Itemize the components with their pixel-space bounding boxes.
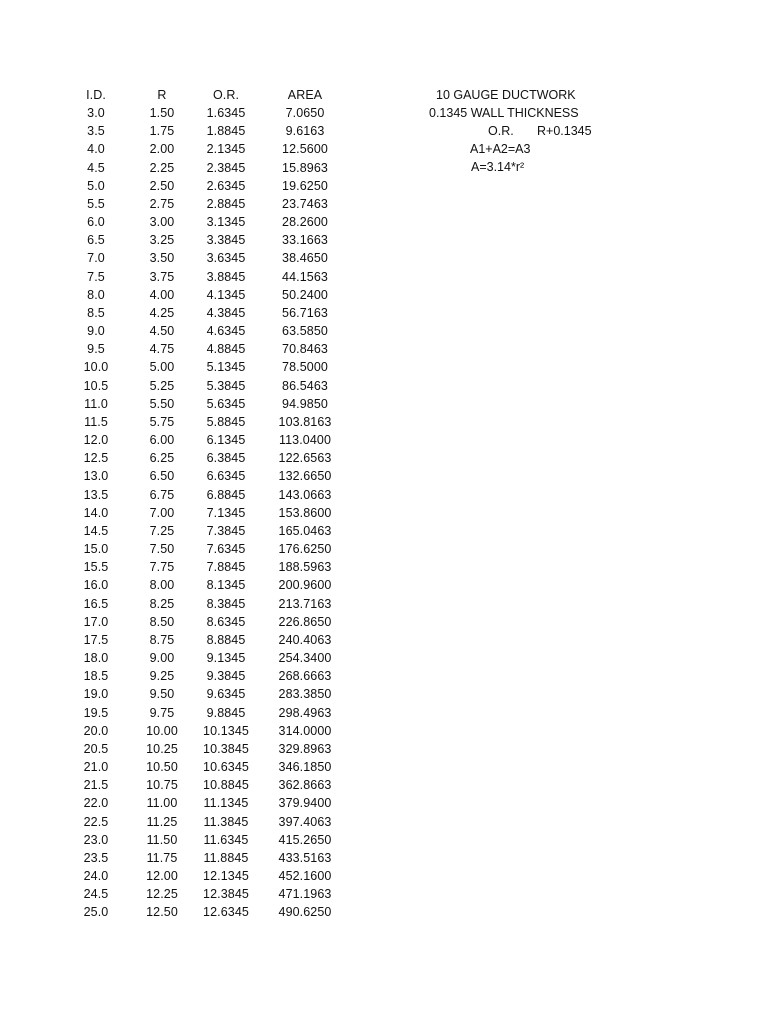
cell-or: 2.3845 <box>206 161 246 175</box>
cell-or: 7.1345 <box>206 506 246 520</box>
cell-r: 4.00 <box>149 288 175 302</box>
cell-or: 4.8845 <box>206 342 246 356</box>
cell-or: 2.8845 <box>206 197 246 211</box>
cell-or: 11.6345 <box>203 833 249 847</box>
cell-area: 176.6250 <box>278 542 332 556</box>
cell-or: 3.6345 <box>206 251 246 265</box>
cell-area: 329.8963 <box>278 742 332 756</box>
cell-r: 9.25 <box>149 669 175 683</box>
cell-area: 122.6563 <box>278 451 332 465</box>
cell-id: 7.0 <box>87 251 105 265</box>
header-r: R <box>157 88 167 102</box>
cell-area: 298.4963 <box>278 706 332 720</box>
cell-r: 2.50 <box>149 179 175 193</box>
cell-or: 5.8845 <box>206 415 246 429</box>
cell-or: 8.8845 <box>206 633 246 647</box>
cell-r: 3.50 <box>149 251 175 265</box>
cell-r: 10.75 <box>146 778 178 792</box>
cell-id: 19.5 <box>83 706 109 720</box>
cell-id: 17.5 <box>83 633 109 647</box>
cell-id: 23.0 <box>83 833 109 847</box>
cell-or: 9.3845 <box>206 669 246 683</box>
cell-or: 2.6345 <box>206 179 246 193</box>
cell-area: 283.3850 <box>278 687 332 701</box>
cell-r: 11.00 <box>146 796 178 810</box>
cell-r: 2.00 <box>149 142 175 156</box>
cell-id: 15.5 <box>83 560 109 574</box>
cell-id: 23.5 <box>83 851 109 865</box>
cell-or: 4.6345 <box>206 324 246 338</box>
cell-r: 11.25 <box>146 815 178 829</box>
cell-id: 24.5 <box>83 887 109 901</box>
cell-area: 200.9600 <box>278 578 332 592</box>
cell-r: 5.25 <box>149 379 175 393</box>
cell-area: 94.9850 <box>282 397 328 411</box>
cell-id: 12.5 <box>83 451 109 465</box>
cell-area: 113.0400 <box>278 433 331 447</box>
cell-area: 50.2400 <box>282 288 328 302</box>
cell-r: 9.50 <box>149 687 175 701</box>
cell-area: 379.9400 <box>278 796 332 810</box>
cell-area: 63.5850 <box>282 324 328 338</box>
cell-area: 153.8600 <box>278 506 332 520</box>
cell-r: 5.50 <box>149 397 175 411</box>
cell-r: 7.00 <box>149 506 175 520</box>
header-or: O.R. <box>212 88 240 102</box>
cell-id: 17.0 <box>83 615 109 629</box>
cell-area: 226.8650 <box>278 615 332 629</box>
cell-or: 12.3845 <box>203 887 249 901</box>
cell-id: 22.5 <box>83 815 109 829</box>
cell-area: 415.2650 <box>278 833 332 847</box>
cell-or: 4.1345 <box>206 288 246 302</box>
cell-id: 5.5 <box>87 197 105 211</box>
cell-r: 6.25 <box>149 451 175 465</box>
cell-area: 490.6250 <box>278 905 332 919</box>
cell-id: 11.0 <box>84 397 108 411</box>
cell-area: 38.4650 <box>282 251 328 265</box>
cell-area: 346.1850 <box>278 760 332 774</box>
cell-area: 240.4063 <box>278 633 332 647</box>
cell-id: 24.0 <box>83 869 109 883</box>
cell-area: 56.7163 <box>282 306 328 320</box>
header-area: AREA <box>287 88 323 102</box>
cell-or: 5.1345 <box>206 360 246 374</box>
cell-id: 14.5 <box>83 524 109 538</box>
notes-wall-thickness: 0.1345 WALL THICKNESS <box>429 106 579 120</box>
cell-r: 6.00 <box>149 433 175 447</box>
cell-or: 11.1345 <box>203 796 249 810</box>
cell-or: 12.1345 <box>203 869 249 883</box>
cell-r: 1.50 <box>149 106 175 120</box>
cell-or: 10.3845 <box>203 742 249 756</box>
cell-area: 28.2600 <box>282 215 328 229</box>
cell-area: 213.7163 <box>278 597 332 611</box>
cell-area: 397.4063 <box>278 815 332 829</box>
cell-or: 10.6345 <box>203 760 249 774</box>
cell-r: 11.50 <box>146 833 178 847</box>
cell-id: 4.5 <box>87 161 105 175</box>
cell-r: 11.75 <box>146 851 178 865</box>
cell-area: 7.0650 <box>285 106 325 120</box>
cell-or: 11.3845 <box>203 815 249 829</box>
cell-id: 4.0 <box>87 142 105 156</box>
cell-or: 9.1345 <box>206 651 246 665</box>
cell-r: 3.75 <box>149 270 175 284</box>
cell-id: 12.0 <box>83 433 109 447</box>
cell-r: 4.75 <box>149 342 175 356</box>
cell-or: 8.3845 <box>206 597 246 611</box>
cell-area: 70.8463 <box>282 342 328 356</box>
notes-area-formula: A=3.14*r² <box>471 160 525 174</box>
cell-r: 2.25 <box>149 161 175 175</box>
cell-id: 14.0 <box>83 506 109 520</box>
cell-area: 12.5600 <box>282 142 328 156</box>
cell-area: 33.1663 <box>282 233 328 247</box>
cell-r: 7.75 <box>149 560 175 574</box>
cell-id: 10.5 <box>83 379 109 393</box>
cell-r: 1.75 <box>149 124 175 138</box>
cell-r: 10.50 <box>146 760 178 774</box>
cell-id: 25.0 <box>83 905 109 919</box>
cell-area: 19.6250 <box>282 179 328 193</box>
cell-r: 4.50 <box>149 324 175 338</box>
cell-or: 3.3845 <box>206 233 246 247</box>
cell-r: 6.75 <box>149 488 175 502</box>
cell-r: 7.50 <box>149 542 175 556</box>
cell-r: 3.00 <box>149 215 175 229</box>
cell-area: 44.1563 <box>282 270 328 284</box>
cell-id: 11.5 <box>84 415 108 429</box>
cell-id: 5.0 <box>87 179 105 193</box>
cell-r: 8.50 <box>149 615 175 629</box>
cell-or: 7.6345 <box>206 542 246 556</box>
cell-id: 18.5 <box>83 669 109 683</box>
cell-id: 16.0 <box>83 578 109 592</box>
cell-area: 254.3400 <box>278 651 332 665</box>
cell-id: 20.0 <box>83 724 109 738</box>
cell-or: 4.3845 <box>206 306 246 320</box>
cell-area: 314.0000 <box>278 724 332 738</box>
cell-or: 1.8845 <box>206 124 246 138</box>
cell-or: 6.1345 <box>206 433 246 447</box>
cell-r: 8.75 <box>149 633 175 647</box>
notes-title: 10 GAUGE DUCTWORK <box>436 88 576 102</box>
cell-or: 3.1345 <box>206 215 246 229</box>
cell-r: 4.25 <box>149 306 175 320</box>
cell-id: 9.0 <box>87 324 105 338</box>
cell-or: 6.6345 <box>206 469 246 483</box>
cell-id: 9.5 <box>87 342 105 356</box>
cell-id: 21.5 <box>83 778 109 792</box>
cell-or: 10.8845 <box>203 778 249 792</box>
cell-or: 11.8845 <box>203 851 249 865</box>
notes-or-label: O.R. <box>488 124 514 138</box>
cell-area: 9.6163 <box>285 124 325 138</box>
cell-area: 165.0463 <box>278 524 332 538</box>
cell-id: 21.0 <box>83 760 109 774</box>
cell-r: 9.00 <box>149 651 175 665</box>
cell-r: 7.25 <box>149 524 175 538</box>
cell-or: 5.3845 <box>206 379 246 393</box>
cell-id: 19.0 <box>83 687 109 701</box>
notes-or-formula: R+0.1345 <box>537 124 592 138</box>
cell-area: 433.5163 <box>278 851 332 865</box>
cell-or: 6.8845 <box>206 488 246 502</box>
cell-area: 86.5463 <box>282 379 328 393</box>
cell-area: 188.5963 <box>278 560 332 574</box>
cell-id: 8.5 <box>87 306 105 320</box>
cell-area: 23.7463 <box>282 197 328 211</box>
cell-area: 362.8663 <box>278 778 332 792</box>
cell-area: 132.6650 <box>278 469 332 483</box>
cell-id: 3.5 <box>87 124 105 138</box>
cell-or: 5.6345 <box>206 397 246 411</box>
cell-id: 10.0 <box>83 360 109 374</box>
cell-id: 13.5 <box>83 488 109 502</box>
cell-area: 103.8163 <box>278 415 332 429</box>
cell-or: 7.3845 <box>206 524 246 538</box>
cell-id: 15.0 <box>83 542 109 556</box>
cell-r: 6.50 <box>149 469 175 483</box>
cell-id: 18.0 <box>83 651 109 665</box>
cell-id: 6.5 <box>87 233 105 247</box>
cell-or: 2.1345 <box>206 142 246 156</box>
cell-area: 471.1963 <box>278 887 332 901</box>
cell-or: 1.6345 <box>206 106 246 120</box>
cell-r: 8.00 <box>149 578 175 592</box>
cell-r: 10.00 <box>146 724 178 738</box>
cell-r: 3.25 <box>149 233 175 247</box>
cell-or: 6.3845 <box>206 451 246 465</box>
cell-or: 8.6345 <box>206 615 246 629</box>
cell-area: 78.5000 <box>282 360 328 374</box>
cell-or: 9.6345 <box>206 687 246 701</box>
cell-area: 143.0663 <box>278 488 332 502</box>
cell-r: 8.25 <box>149 597 175 611</box>
cell-area: 452.1600 <box>278 869 332 883</box>
cell-r: 9.75 <box>149 706 175 720</box>
cell-or: 12.6345 <box>203 905 249 919</box>
cell-or: 8.1345 <box>206 578 246 592</box>
cell-area: 268.6663 <box>278 669 332 683</box>
header-id: I.D. <box>86 88 106 102</box>
cell-id: 6.0 <box>87 215 105 229</box>
cell-id: 20.5 <box>83 742 109 756</box>
cell-r: 10.25 <box>146 742 178 756</box>
cell-r: 5.00 <box>149 360 175 374</box>
cell-id: 16.5 <box>83 597 109 611</box>
cell-r: 5.75 <box>149 415 175 429</box>
cell-or: 9.8845 <box>206 706 246 720</box>
cell-id: 7.5 <box>87 270 105 284</box>
cell-or: 7.8845 <box>206 560 246 574</box>
cell-r: 12.50 <box>146 905 178 919</box>
cell-r: 2.75 <box>149 197 175 211</box>
cell-id: 3.0 <box>87 106 105 120</box>
cell-id: 8.0 <box>87 288 105 302</box>
cell-r: 12.25 <box>146 887 178 901</box>
cell-area: 15.8963 <box>282 161 328 175</box>
cell-id: 22.0 <box>83 796 109 810</box>
notes-area-sum: A1+A2=A3 <box>470 142 531 156</box>
cell-or: 3.8845 <box>206 270 246 284</box>
cell-r: 12.00 <box>146 869 178 883</box>
cell-id: 13.0 <box>83 469 109 483</box>
cell-or: 10.1345 <box>203 724 249 738</box>
